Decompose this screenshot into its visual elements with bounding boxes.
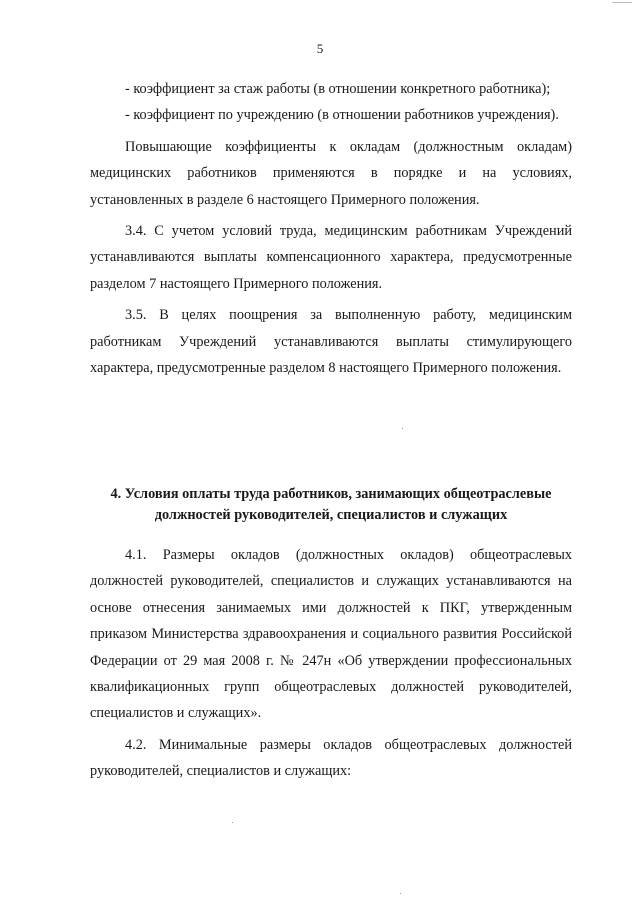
section-3-body [90,76,572,381]
paragraph-4-2: 4.2. Минимальные размеры окладов общеотраслевых должностей руководителей, специалистов и служащих: [90,736,572,780]
paragraph-3-4: 3.4. С учетом условий труда, медицинским работникам Учреждений устанавливаются выплаты компенсационного характера, предусмотренные разделом 7 настоящего Примерного положения. [90,223,572,292]
scan-artifact [612,2,632,3]
list-item-coefficient-institution: - коэффициент по учреждению (в отношении работников учреждения). [125,107,559,124]
paragraph-raising-coefficients: Повышающие коэффициенты к окладам (должностным окладам) медицинских работников применяются в порядке и на условиях, установленных в разделе 6 настоящего Примерного положения. [90,138,572,208]
page-number: 5 [316,41,324,56]
section-4-heading: 4. Условия оплаты труда работников, занимающих общеотраслевые должностей руководителей, специалистов и служащих [110,486,552,523]
scan-speck [402,428,403,429]
scan-speck [232,822,233,823]
list-item-coefficient-experience: - коэффициент за стаж работы (в отношении конкретного работника); [125,81,551,97]
section-4-body [90,542,572,785]
paragraph-4-1: 4.1. Размеры окладов (должностных окладов) общеотраслевых должностей руководителей, специалистов и служащих устанавливаются на основе отнесения занимаемых ими должностей к ПКГ, утвержденным приказом Министерства здравоохранения и социального развития Российской Федерации от 29 мая 2008 г. № 247н «Об утверждении профессиональных квалификационных групп общеотраслевых должностей руководителей, специалистов и служащих». [90,547,572,722]
paragraph-3-5: 3.5. В целях поощрения за выполненную работу, медицинским работникам Учреждений устанавливаются выплаты стимулирующего характера, предусмотренные разделом 8 настоящего Примерного положения. [90,307,572,377]
scan-speck [400,893,401,894]
